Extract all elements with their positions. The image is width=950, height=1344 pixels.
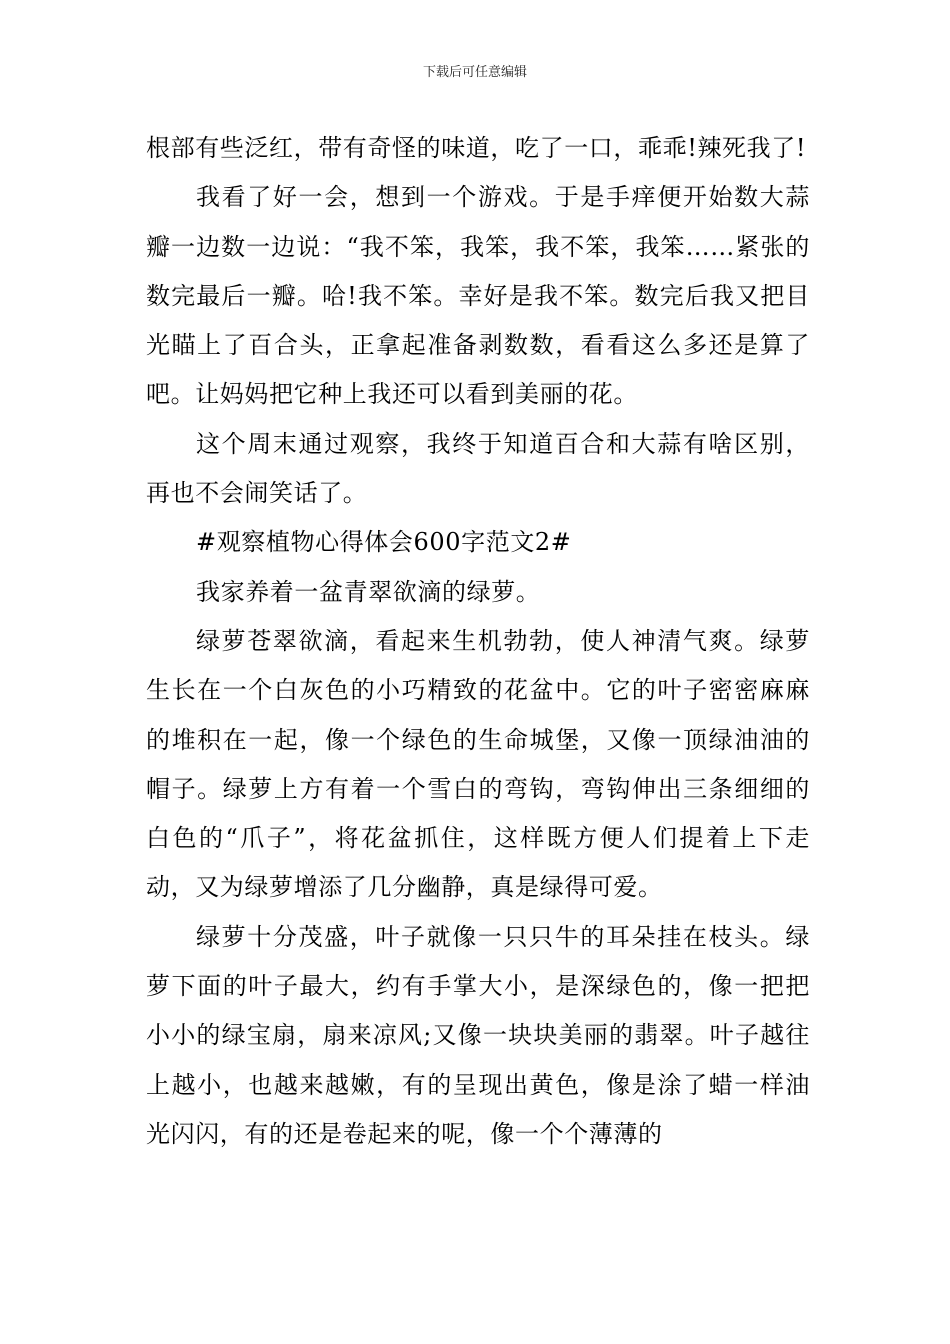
section-heading: #观察植物心得体会600字范文2# bbox=[196, 528, 572, 557]
paragraph-4: 我家养着一盆青翠欲滴的绿萝。 bbox=[196, 577, 541, 606]
paragraph-2: 我看了好一会，想到一个游戏。于是手痒便开始数大蒜瓣一边数一边说：“我不笨，我笨，我不笨，我笨……紧张的数完最后一瓣。哈!我不笨。幸好是我不笨。数完后我又把目光瞄上了百合头，正拿起准备剥数数，看看这么多还是算了吧。让妈妈把它种上我还可以看到美丽的花。 bbox=[146, 183, 810, 409]
paragraph-1: 根部有些泛红，带有奇怪的味道，吃了一口，乖乖!辣死我了! bbox=[146, 134, 807, 162]
paragraph-5: 绿萝苍翠欲滴，看起来生机勃勃，使人神清气爽。绿萝生长在一个白灰色的小巧精致的花盆中。它的叶子密密麻麻的堆积在一起，像一个绿色的生命城堡，又像一顶绿油油的帽子。绿萝上方有着一个雪白的弯钩，弯钩伸出三条细细的白色的“爪子”，将花盆抓住，这样既方便人们提着上下走动，又为绿萝增添了几分幽静，真是绿得可爱。 bbox=[146, 626, 810, 902]
document-body bbox=[146, 124, 810, 1159]
paragraph-3: 这个周末通过观察，我终于知道百合和大蒜有啥区别，再也不会闹笑话了。 bbox=[146, 429, 810, 508]
paragraph-6: 绿萝十分茂盛，叶子就像一只只牛的耳朵挂在枝头。绿萝下面的叶子最大，约有手掌大小，是深绿色的，像一把把小小的绿宝扇，扇来凉风;又像一块块美丽的翡翠。叶子越往上越小，也越来越嫩，有的呈现出黄色，像是涂了蜡一样油光闪闪，有的还是卷起来的呢，像一个个薄薄的 bbox=[146, 922, 810, 1148]
page-header: 下载后可任意编辑 bbox=[422, 65, 527, 80]
